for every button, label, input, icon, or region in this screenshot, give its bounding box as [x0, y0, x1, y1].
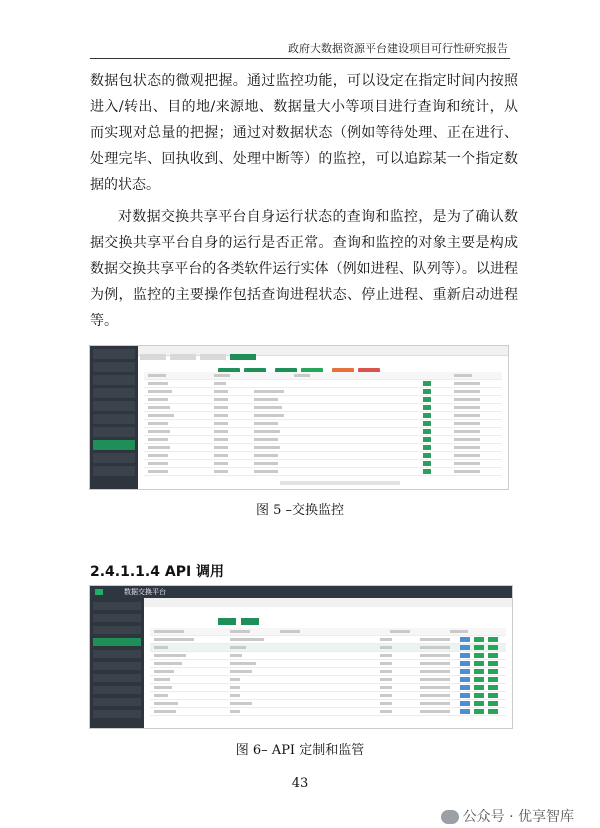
figure-5-tabs [138, 346, 508, 356]
watermark [441, 806, 574, 826]
figure-6-tabs [144, 598, 512, 607]
watermark-text: 公众号 · 优享智库 [462, 809, 574, 825]
figure-5-table [144, 372, 502, 476]
page-number: 43 [291, 776, 309, 791]
wechat-icon [441, 810, 459, 824]
figure-6-toolbar [218, 610, 264, 629]
paragraph-2: 对数据交换共享平台自身运行状态的查询和监控，是为了确认数据交换共享平台自身的运行是否正常。查询和监控的对象主要是构成数据交换共享平台的各类软件运行实体（例如进程、队列等）。以进程为例，监控的主要操作包括查询进程状态、停止进程、重新启动进程等。 [90, 209, 518, 329]
paragraph-1: 数据包状态的微观把握。通过监控功能，可以设定在指定时间内按照进入/转出、目的地/来源地、数据量大小等项目进行查询和统计，从而实现对总量的把握；通过对数据状态（例如等待处理、正在进行、处理完毕、回执收到、处理中断等）的监控，可以追踪某一个指定数据的状态。 [90, 73, 518, 193]
running-header: 政府大数据资源平台建设项目可行性研究报告 [288, 42, 508, 55]
figure-5-sidebar [90, 346, 138, 489]
figure-5-pager [280, 481, 400, 485]
figure-6-table [150, 628, 506, 716]
section-heading: 2.4.1.1.4 API 调用 [90, 564, 225, 580]
figure-6-sidebar [90, 598, 144, 728]
figure-6-topbar [90, 586, 512, 598]
figure-5-screenshot [89, 345, 509, 490]
figure-5-caption: 图 5 –交换监控 [255, 503, 345, 518]
figure-6-caption: 图 6– API 定制和监管 [235, 743, 365, 758]
app-logo-icon [95, 589, 103, 595]
figure-6-screenshot [89, 585, 513, 729]
figure-6-app-title: 数据交换平台 [124, 588, 166, 596]
header-rule [90, 58, 510, 59]
